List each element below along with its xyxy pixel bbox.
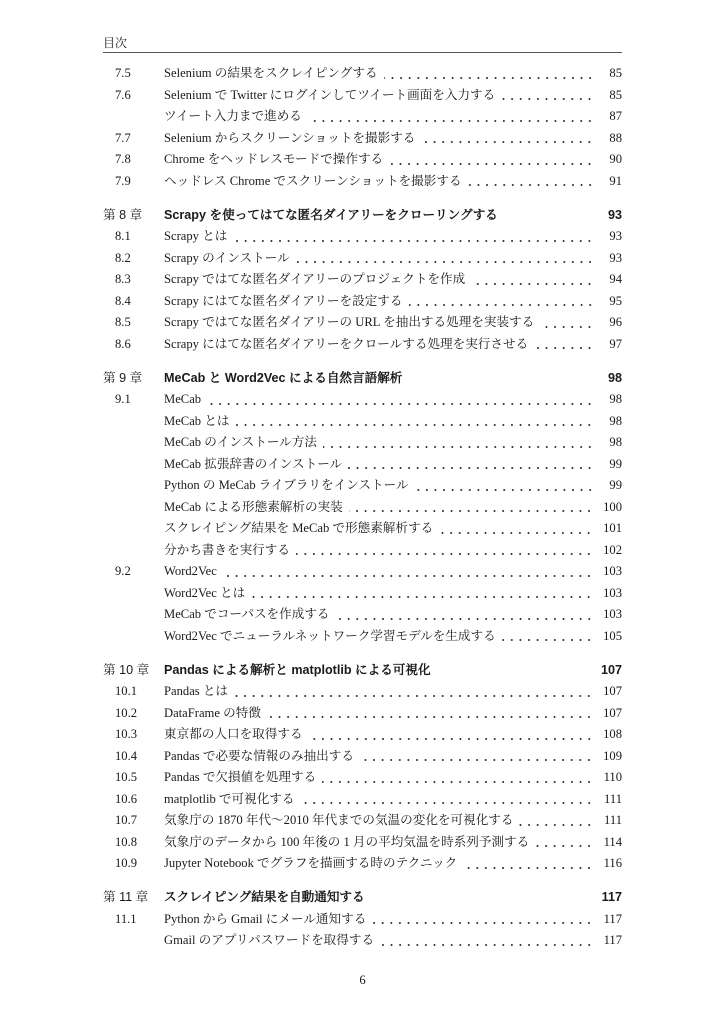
toc-entry[interactable]	[103, 746, 622, 768]
toc-chapter-entry[interactable]	[103, 205, 622, 227]
entry-number: 10.8	[115, 834, 138, 849]
entry-number: 9.2	[115, 564, 131, 578]
entry-title: Pandas で必要な情報のみ抽出する	[164, 748, 354, 763]
entry-title: Scrapy ではてな匿名ダイアリーのプロジェクトを作成	[164, 272, 466, 286]
entry-number: 10.2	[115, 705, 138, 720]
entry-title: 気象庁の 1870 年代〜2010 年代までの気温の変化を可視化する	[164, 813, 514, 827]
entry-page: 98	[609, 413, 622, 428]
dot-leader	[234, 694, 593, 698]
dot-leader	[421, 140, 594, 144]
entry-number: 8.3	[115, 272, 131, 286]
dot-leader	[296, 552, 593, 556]
entry-number: 7.9	[115, 173, 131, 188]
dot-leader	[251, 595, 593, 599]
toc-entry[interactable]	[103, 334, 622, 356]
dot-leader	[415, 488, 594, 492]
entry-title: ヘッドレス Chrome でスクリーンショットを撮影する	[164, 173, 462, 188]
entry-page: 98	[607, 370, 622, 385]
dot-leader	[360, 758, 593, 762]
entry-page: 87	[609, 109, 622, 123]
entry-title: 分かち書きを実行する	[164, 542, 290, 557]
entry-title: Jupyter Notebook でグラフを描画する時のテクニック	[164, 856, 458, 870]
entry-title: 気象庁のデータから 100 年後の 1 月の平均気温を時系列予測する	[164, 834, 530, 849]
entry-title: Selenium からスクリーンショットを撮影する	[164, 130, 416, 145]
entry-page: 114	[603, 834, 622, 849]
dot-leader	[235, 423, 594, 427]
entry-page: 93	[609, 250, 622, 265]
dot-leader	[540, 325, 594, 329]
dot-leader	[322, 780, 593, 784]
dot-leader	[409, 303, 595, 307]
entry-page: 94	[609, 272, 622, 286]
entry-number: 第 10 章	[103, 662, 150, 677]
entry-title: Pandas とは	[164, 684, 229, 698]
toc-entry[interactable]	[103, 810, 622, 832]
dot-leader	[336, 617, 594, 621]
toc-entry[interactable]	[103, 909, 622, 931]
entry-number: 10.4	[115, 748, 138, 763]
entry-title: Word2Vec でニューラルネットワーク学習モデルを生成する	[164, 628, 496, 643]
dot-leader	[471, 282, 594, 286]
dot-leader	[223, 574, 593, 578]
entry-number: 10.6	[115, 791, 138, 806]
dot-leader	[463, 866, 593, 870]
entry-title: Scrapy とは	[164, 229, 228, 243]
entry-number: 7.5	[115, 66, 131, 80]
toc-entry[interactable]	[103, 604, 622, 626]
entry-page: 111	[604, 791, 622, 806]
entry-number: 11.1	[115, 911, 137, 926]
toc-entry[interactable]	[103, 561, 622, 583]
toc-chapter-entry[interactable]	[103, 887, 622, 909]
toc-entry[interactable]	[103, 128, 622, 150]
entry-number: 第 8 章	[103, 207, 143, 222]
entry-page: 85	[609, 87, 622, 102]
entry-page: 102	[603, 542, 622, 557]
entry-number: 9.1	[115, 392, 131, 406]
entry-page: 91	[609, 173, 622, 188]
entry-title: Python から Gmail にメール通知する	[164, 911, 367, 926]
entry-page: 108	[603, 727, 622, 741]
entry-page: 103	[603, 607, 622, 621]
toc-entry[interactable]	[103, 789, 622, 811]
toc-entry[interactable]	[103, 930, 622, 952]
toc-entry[interactable]	[103, 497, 622, 519]
toc-entry[interactable]	[103, 626, 622, 648]
toc-entry[interactable]	[103, 540, 622, 562]
entry-title: Word2Vec	[164, 564, 217, 578]
dot-leader	[267, 715, 593, 719]
dot-leader	[468, 183, 594, 187]
entry-title: MeCab による形態素解析の実装	[164, 499, 343, 514]
toc-entry[interactable]	[103, 106, 622, 128]
entry-title: Chrome をヘッドレスモードで操作する	[164, 152, 384, 166]
entry-number: 8.4	[115, 293, 131, 308]
toc-entry[interactable]	[103, 681, 622, 703]
toc-entry[interactable]	[103, 475, 622, 497]
entry-page: 105	[603, 628, 622, 643]
entry-title: MeCab とは	[164, 413, 230, 428]
toc-chapter-entry[interactable]	[103, 660, 622, 682]
dot-leader	[308, 119, 594, 123]
entry-title: MeCab と Word2Vec による自然言語解析	[164, 370, 403, 385]
entry-title: ツイート入力まで進める	[164, 109, 302, 123]
table-of-contents	[103, 63, 622, 952]
toc-entry[interactable]	[103, 389, 622, 411]
entry-page: 99	[609, 456, 622, 471]
entry-page: 99	[609, 478, 622, 492]
entry-title: DataFrame の特徴	[164, 705, 261, 720]
toc-entry[interactable]	[103, 85, 622, 107]
toc-entry[interactable]	[103, 269, 622, 291]
entry-page: 85	[609, 66, 622, 80]
dot-leader	[380, 943, 594, 947]
dot-leader	[439, 531, 593, 535]
entry-title: Selenium で Twitter にログインしてツイート画面を入力する	[164, 87, 496, 102]
toc-entry[interactable]	[103, 149, 622, 171]
entry-page: 101	[603, 521, 622, 535]
entry-title: Scrapy を使ってはてな匿名ダイアリーをクローリングする	[164, 207, 498, 222]
dot-leader	[501, 97, 594, 101]
entry-page: 111	[604, 813, 622, 827]
toc-entry[interactable]	[103, 291, 622, 313]
entry-page: 103	[603, 585, 622, 600]
dot-leader	[296, 260, 594, 264]
dot-leader	[408, 380, 594, 384]
dot-leader	[371, 900, 592, 904]
entry-page: 95	[609, 293, 622, 308]
entry-page: 97	[609, 336, 622, 351]
entry-number: 8.1	[115, 229, 131, 243]
dot-leader	[349, 509, 593, 513]
entry-title: Scrapy のインストール	[164, 250, 290, 265]
entry-number: 7.8	[115, 152, 131, 166]
entry-number: 7.6	[115, 87, 131, 102]
entry-page: 107	[603, 684, 622, 698]
toc-entry[interactable]	[103, 171, 622, 193]
entry-number: 8.6	[115, 336, 131, 351]
entry-number: 8.2	[115, 250, 131, 265]
entry-page: 110	[603, 770, 622, 784]
toc-entry[interactable]	[103, 312, 622, 334]
toc-entry[interactable]	[103, 518, 622, 540]
dot-leader	[535, 844, 593, 848]
entry-title: Scrapy にはてな匿名ダイアリーをクロールする処理を実行させる	[164, 336, 529, 351]
entry-page: 98	[609, 392, 622, 406]
dot-leader	[207, 402, 594, 406]
entry-page: 117	[603, 933, 622, 947]
entry-page: 100	[603, 499, 622, 514]
toc-entry[interactable]	[103, 454, 622, 476]
dot-leader	[348, 466, 594, 470]
dot-leader	[309, 737, 594, 741]
entry-title: Word2Vec とは	[164, 585, 246, 600]
page-number: 6	[359, 973, 366, 987]
entry-title: スクレイピング結果を MeCab で形態素解析する	[164, 521, 434, 535]
entry-title: MeCab でコーパスを作成する	[164, 607, 330, 621]
toc-entry[interactable]	[103, 411, 622, 433]
entry-number: 10.3	[115, 727, 138, 741]
entry-number: 10.9	[115, 856, 138, 870]
dot-leader	[323, 445, 594, 449]
entry-title: 東京都の人口を取得する	[164, 727, 303, 741]
entry-title: matplotlib で可視化する	[164, 791, 295, 806]
toc-entry[interactable]	[103, 583, 622, 605]
dot-leader	[389, 162, 594, 166]
toc-entry[interactable]	[103, 432, 622, 454]
entry-page: 98	[609, 435, 622, 449]
entry-title: MeCab	[164, 392, 202, 406]
entry-page: 96	[609, 315, 622, 329]
entry-title: MeCab 拡張辞書のインストール	[164, 456, 343, 471]
entry-page: 88	[609, 130, 622, 145]
entry-page: 107	[603, 705, 622, 720]
entry-number: 10.7	[115, 813, 138, 827]
dot-leader	[519, 823, 594, 827]
dot-leader	[233, 239, 594, 243]
entry-number: 7.7	[115, 130, 131, 145]
entry-title: Gmail のアプリパスワードを取得する	[164, 933, 375, 947]
toc-entry[interactable]	[103, 767, 622, 789]
entry-page: 93	[607, 207, 622, 222]
entry-number: 10.5	[115, 770, 138, 784]
entry-page: 117	[601, 890, 622, 904]
toc-entry[interactable]	[103, 832, 622, 854]
entry-title: MeCab のインストール方法	[164, 435, 317, 449]
entry-page: 117	[603, 911, 622, 926]
entry-number: 第 9 章	[103, 370, 143, 385]
entry-page: 93	[609, 229, 622, 243]
entry-title: Pandas で欠損値を処理する	[164, 770, 317, 784]
entry-number: 8.5	[115, 315, 131, 329]
dot-leader	[300, 801, 594, 805]
running-header: 目次	[103, 36, 622, 53]
entry-number: 10.1	[115, 684, 138, 698]
dot-leader	[504, 217, 594, 221]
entry-title: Selenium の結果をスクレイピングする	[164, 66, 378, 80]
toc-entry[interactable]	[103, 724, 622, 746]
entry-title: スクレイピング結果を自動通知する	[164, 890, 365, 904]
toc-entry[interactable]	[103, 853, 622, 875]
dot-leader	[502, 638, 593, 642]
entry-page: 116	[603, 856, 622, 870]
entry-page: 109	[603, 748, 622, 763]
toc-entry[interactable]	[103, 703, 622, 725]
entry-page: 90	[609, 152, 622, 166]
entry-title: Scrapy にはてな匿名ダイアリーを設定する	[164, 293, 403, 308]
entry-number: 第 11 章	[103, 890, 149, 904]
entry-title: Pandas による解析と matplotlib による可視化	[164, 662, 431, 677]
dot-leader	[437, 672, 591, 676]
dot-leader	[384, 76, 594, 80]
entry-page: 103	[603, 564, 622, 578]
toc-entry[interactable]	[103, 248, 622, 270]
dot-leader	[534, 346, 594, 350]
toc-entry[interactable]	[103, 226, 622, 248]
toc-entry[interactable]	[103, 63, 622, 85]
entry-page: 107	[600, 662, 622, 677]
dot-leader	[372, 921, 593, 925]
toc-chapter-entry[interactable]	[103, 368, 622, 390]
entry-title: Scrapy ではてな匿名ダイアリーの URL を抽出する処理を実装する	[164, 315, 535, 329]
entry-title: Python の MeCab ライブラリをインストール	[164, 478, 409, 492]
